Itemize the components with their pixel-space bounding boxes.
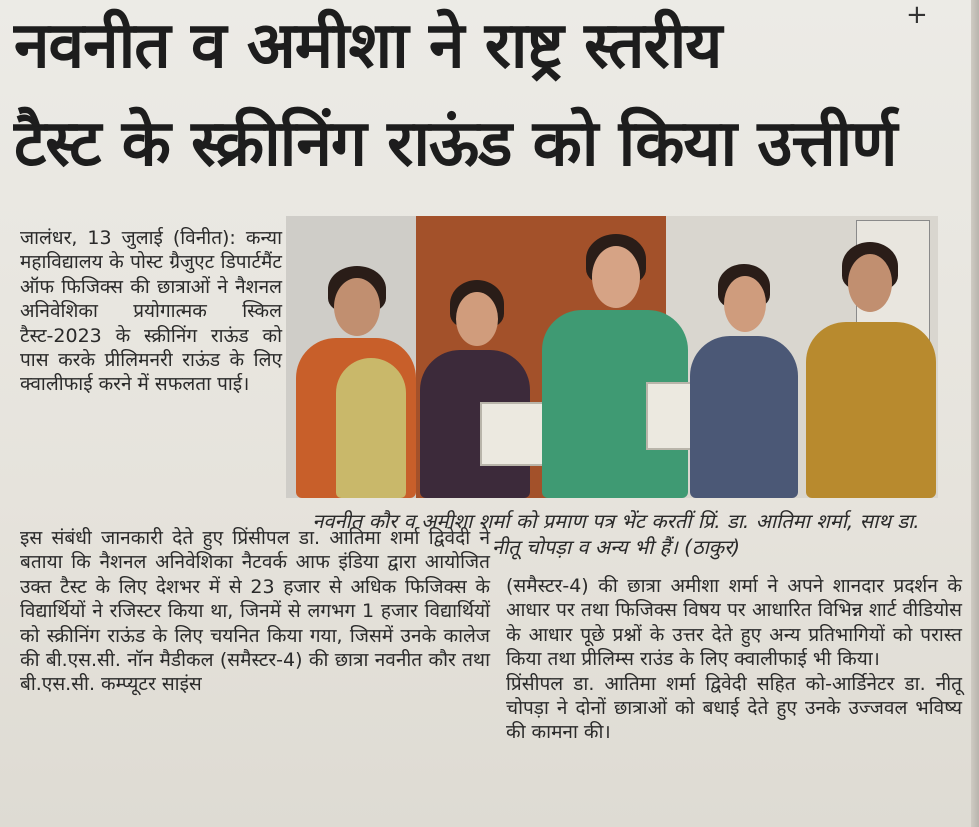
plus-mark: + — [906, 0, 928, 30]
news-photo — [286, 216, 938, 498]
person-4-body — [690, 336, 798, 498]
headline-line-2: टैस्ट के स्क्रीनिंग राऊंड को किया उत्तीर्ण — [14, 107, 897, 181]
person-1-saree — [336, 358, 406, 498]
article-column-left-top — [20, 226, 282, 397]
person-3-face — [592, 246, 640, 308]
headline-line-1: नवनीत व अमीशा ने राष्ट्र स्तरीय — [14, 9, 722, 83]
person-5-face — [848, 254, 892, 312]
person-5-body — [806, 322, 936, 498]
person-4-face — [724, 276, 766, 332]
photo-person-5 — [806, 242, 936, 498]
article-column-left-bottom: इस संबंधी जानकारी देते हुए प्रिंसीपल डा. आतिमा शर्मा द्विवेदी ने बताया कि नैशनल अनिवेशिका नैटवर्क आफ इंडिया द्वारा आयोजित उक्त टैस्ट के लिए देशभर में से 23 हजार से अधिक फिजिक्स के विद्यार्थियों ने रजिस्टर किया था, जिनमें से लगभग 1 हजार विद्यार्थियों को स्क्रीनिंग राऊंड के लिए चयनित किया गया, जिसमें उनके कालेज की बी.एस.सी. नॉन मैडीकल (समैस्टर-4) की छात्रा नवनीत कौर तथा बी.एस.सी. कम्प्यूटर साइंस — [20, 527, 490, 696]
photo-person-1 — [296, 268, 416, 498]
photo-caption: नवनीत कौर व अमीशा शर्मा को प्रमाण पत्र भेंट करतीं प्रिं. डा. आतिमा शर्मा, साथ डा. नीतू चोपड़ा व अन्य भी हैं। (ठाकुर) — [312, 509, 920, 559]
dateline: जालंधर, 13 जुलाई (विनीत): — [20, 227, 236, 249]
paper-edge — [971, 0, 979, 827]
person-1-face — [334, 278, 380, 336]
person-2-face — [456, 292, 498, 346]
article-text-left-top: कन्या महाविद्यालय के पोस्ट ग्रैजुएट डिपार्टमैंट ऑफ फिजिक्स की छात्राओं ने नैशनल अनिवेशिका प्रयोगात्मक स्किल टैस्ट-2023 के स्क्रीनिंग राऊंड को पास करके प्रीलिमनरी राऊंड के लिए क्वालीफाई करने में सफलता पाई। — [20, 227, 282, 396]
article-column-right: (समैस्टर-4) की छात्रा अमीशा शर्मा ने अपने शानदार प्रदर्शन के आधार पर तथा फिजिक्स विषय पर आधारित विभिन्न शार्ट वीडियोस के आधार पूछे प्रश्नों के उत्तर देते हुए अन्य प्रतिभागियों को परास्त किया तथा प्रीलिम्स राउंड के लिए क्वालीफाई भी किया। प्रिंसीपल डा. आतिमा शर्मा द्विवेदी सहित को-आर्डिनेटर डा. नीतू चोपड़ा ने दोनों छात्राओं को बधाई देते हुए उनके उज्जवल भविष्य की कामना की। — [506, 575, 962, 744]
photo-person-4 — [690, 264, 800, 498]
photo-person-3 — [540, 234, 690, 498]
